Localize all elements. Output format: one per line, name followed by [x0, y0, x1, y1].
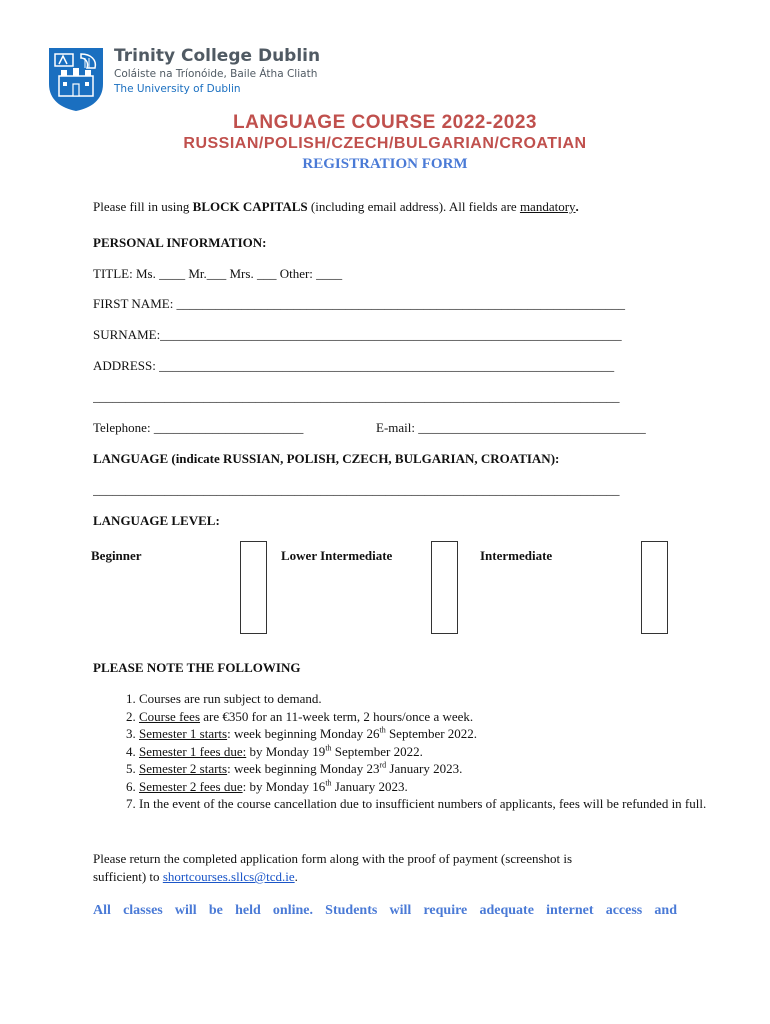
address-line2-field[interactable]: _________________________________________________________________________________	[93, 389, 620, 404]
brand-subtitle: The University of Dublin	[114, 83, 241, 95]
intro-bold: BLOCK CAPITALS	[192, 199, 308, 214]
list-item: 7. In the event of the course cancellation due to insufficient numbers of applicants, fees will be refunded in full.	[139, 795, 729, 813]
language-heading: LANGUAGE (indicate RUSSIAN, POLISH, CZECH, BULGARIAN, CROATIAN):	[93, 451, 560, 466]
return-info-line2: sufficient) to shortcourses.sllcs@tcd.ie.	[93, 869, 298, 884]
email-field[interactable]: E-mail: ___________________________________	[376, 420, 646, 435]
level-heading: LANGUAGE LEVEL:	[93, 513, 220, 528]
language-field[interactable]: _________________________________________________________________________________	[93, 482, 620, 497]
first-name-field[interactable]: FIRST NAME: _____________________________________________________________________	[93, 296, 626, 311]
intro-part2: (including email address). All fields are	[307, 199, 520, 214]
brand-irish-name: Coláiste na Tríonóide, Baile Átha Cliath	[114, 68, 318, 80]
tcd-shield-logo-icon	[47, 46, 105, 112]
list-item: 5. Semester 2 starts: week beginning Monday 23rd January 2023.	[139, 760, 729, 778]
title-field[interactable]: TITLE: Ms. ____ Mr.___ Mrs. ___ Other: ____	[93, 266, 343, 281]
list-item: 3. Semester 1 starts: week beginning Monday 26th September 2022.	[139, 725, 729, 743]
intro-part1: Please fill in using	[93, 199, 193, 214]
notes-heading: PLEASE NOTE THE FOLLOWING	[93, 660, 301, 675]
list-item: 4. Semester 1 fees due: by Monday 19th September 2022.	[139, 743, 729, 761]
notes-list	[93, 690, 729, 813]
surname-field[interactable]: SURNAME:_______________________________________________________________________	[93, 327, 622, 342]
intro-text	[93, 199, 579, 215]
list-item: 1. Courses are run subject to demand.	[139, 690, 729, 708]
online-classes-note: All classes will be held online. Students will require adequate internet access and	[93, 903, 677, 918]
form-title: REGISTRATION FORM	[302, 156, 468, 172]
intro-end: .	[575, 199, 579, 214]
email-link[interactable]: shortcourses.sllcs@tcd.ie	[162, 869, 295, 884]
list-item: 6. Semester 2 fees due: by Monday 16th January 2023.	[139, 778, 729, 796]
level-lower-intermediate-checkbox[interactable]	[431, 541, 458, 634]
return-info-line1: Please return the completed application form along with the proof of payment (screenshot is	[93, 851, 573, 866]
course-title: LANGUAGE COURSE 2022-2023	[233, 112, 537, 133]
level-lower-intermediate-label: Lower Intermediate	[281, 548, 393, 563]
intro-underlined: mandatory	[519, 199, 576, 214]
languages-title: RUSSIAN/POLISH/CZECH/BULGARIAN/CROATIAN	[183, 135, 587, 152]
brand-name: Trinity College Dublin	[114, 46, 321, 66]
address-field[interactable]: ADDRESS: ______________________________________________________________________	[93, 358, 615, 373]
list-item: 2. Course fees are €350 for an 11-week term, 2 hours/once a week.	[139, 708, 729, 726]
level-beginner-label: Beginner	[91, 548, 142, 563]
level-beginner-checkbox[interactable]	[240, 541, 267, 634]
level-intermediate-label: Intermediate	[480, 548, 553, 563]
level-intermediate-checkbox[interactable]	[641, 541, 668, 634]
telephone-field[interactable]: Telephone: _______________________	[93, 420, 304, 435]
personal-heading: PERSONAL INFORMATION:	[93, 235, 267, 250]
